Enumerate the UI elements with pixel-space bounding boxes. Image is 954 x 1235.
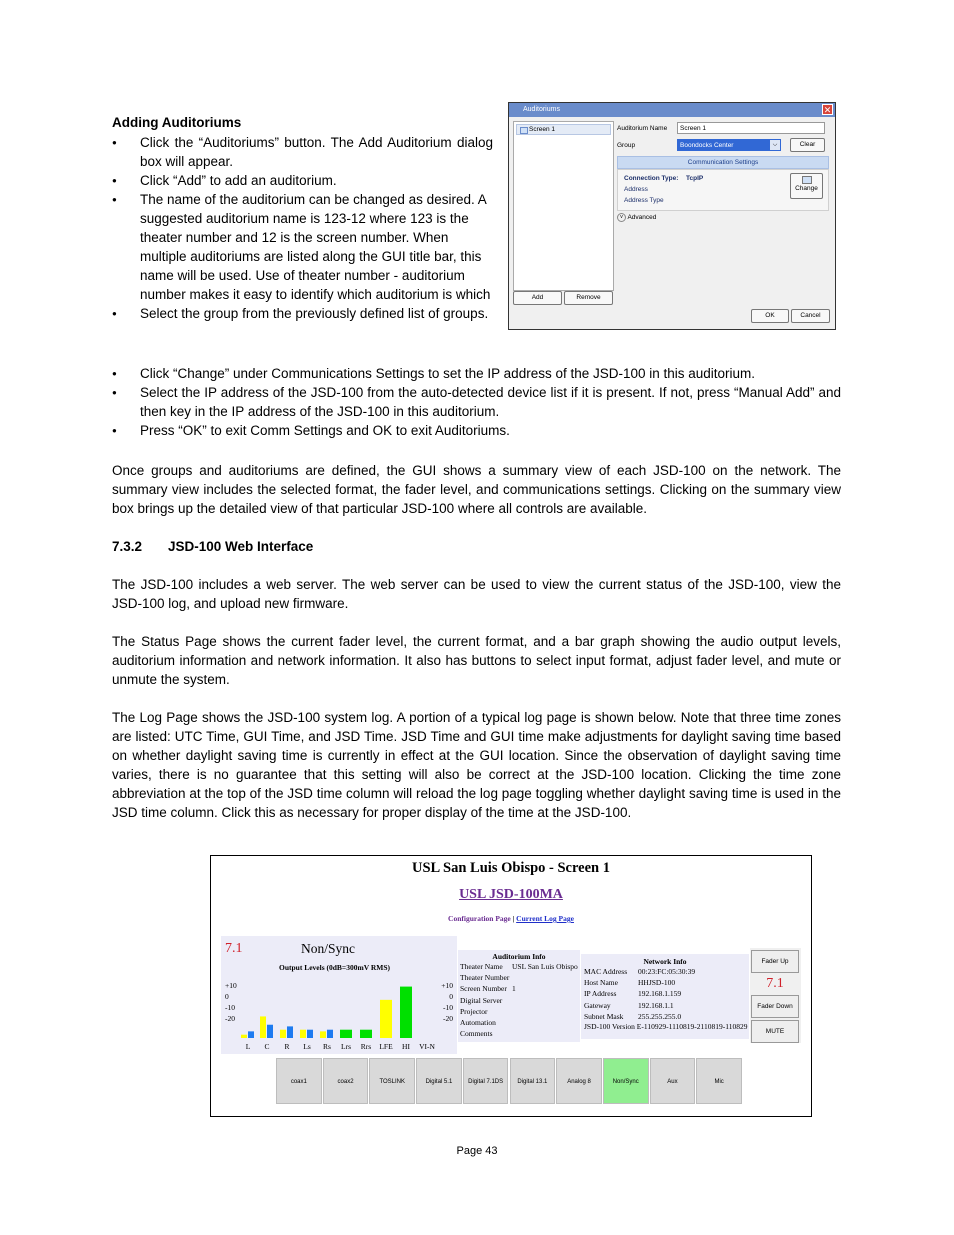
web-status-page [210, 855, 812, 1117]
channel-label: HI [402, 1042, 410, 1051]
bullet-list-wide [112, 364, 841, 440]
info-row [584, 978, 744, 987]
channel-label: LFE [379, 1042, 393, 1051]
info-key: Digital Server [460, 995, 503, 1005]
channel-label: VI-N [419, 1042, 435, 1051]
list-item[interactable]: Screen 1 [516, 124, 611, 135]
format-button-digital-5-1[interactable]: Digital 5.1 [416, 1058, 462, 1104]
auditorium-name-field[interactable]: Screen 1 [677, 122, 825, 134]
group-label: Group [617, 142, 636, 149]
clear-button[interactable]: Clear [790, 138, 825, 152]
auditorium-info-title: Auditorium Info [492, 952, 546, 961]
info-value: 192.168.1.1 [638, 1000, 674, 1010]
level-bar-hi [400, 987, 412, 1038]
level-bar-r-b [287, 1026, 293, 1038]
fader-value: 7.1 [766, 976, 784, 991]
page-number: Page 43 [456, 1145, 498, 1157]
channel-label: Rs [323, 1042, 331, 1051]
level-bar-c-b [267, 1025, 273, 1038]
levels-title: Output Levels (0dB=300mV RMS) [279, 963, 391, 972]
settings-icon [802, 176, 812, 184]
list-item: ● Click “Change” under Communications Settings to set the IP address of the JSD-100 in this auditorium. [112, 364, 841, 383]
info-row [584, 1001, 744, 1010]
fader-down-button[interactable]: Fader Down [751, 995, 799, 1018]
info-key: Host Name [584, 978, 618, 988]
channel-label: L [245, 1042, 251, 1051]
format-button-digital-13-1[interactable]: Digital 13.1 [510, 1058, 556, 1104]
channel-label: Ls [303, 1042, 311, 1051]
chevron-down-icon: ⌵ [770, 140, 780, 150]
level-bar-rrs [360, 1030, 372, 1038]
remove-button[interactable]: Remove [564, 291, 613, 305]
info-key: Comments [460, 1029, 493, 1039]
version-label: JSD-100 Version [584, 1022, 635, 1031]
model-link[interactable]: USL JSD-100MA [459, 887, 563, 902]
info-key: IP Address [584, 989, 617, 999]
format-button-digital-7-1ds[interactable]: Digital 7.1DS [463, 1058, 509, 1104]
info-key: Theater Name [460, 962, 503, 971]
list-item: ● Click “Add” to add an auditorium. [112, 171, 493, 190]
dialog-titlebar [509, 103, 835, 117]
chevron-down-icon: v [617, 213, 626, 222]
connection-type-value: TcpIP [686, 175, 704, 182]
address-type-label: Address Type [624, 197, 664, 204]
auditoriums-dialog [508, 102, 836, 330]
configuration-page-link[interactable]: Configuration Page [448, 914, 511, 923]
web-nav-links [211, 914, 811, 923]
channel-label: R [284, 1042, 290, 1051]
levels-panel [221, 936, 457, 1054]
auditorium-list[interactable] [513, 121, 614, 291]
format-button-coax2[interactable]: coax2 [323, 1058, 369, 1104]
level-bar-ls [300, 1030, 306, 1038]
add-button[interactable]: Add [513, 291, 562, 305]
screen-icon [520, 127, 528, 134]
summary-paragraph: Once groups and auditoriums are defined, the GUI shows a summary view of each JSD-100 on the network. The summary view includes the selected format, the fader level, and communications settings. Clicking on the summary view box brings up the detailed view of that particular JSD-100 where all controls are available. [112, 463, 841, 516]
format-button-coax1[interactable]: coax1 [276, 1058, 322, 1104]
list-item: ● Click the “Auditoriums” button. The Add Auditorium dialog box will appear. [112, 133, 493, 171]
info-value: 1 [512, 984, 516, 994]
info-key: Screen Number [460, 984, 507, 994]
dialog-title: Auditoriums [523, 106, 560, 113]
y-tick-label: 0 [225, 992, 229, 1001]
level-bar-rs [320, 1031, 326, 1038]
address-label: Address [624, 186, 648, 193]
info-key: Theater Number [460, 973, 510, 983]
y-tick-label: 0 [449, 992, 453, 1001]
list-item: ● The name of the auditorium can be changed as desired. A suggested auditorium name is 123-12 where 123 is the theater number and 12 is the screen number. When multiple auditoriums are listed along the GUI title bar, this name will be used. Use of theater number - auditorium number makes it easy to identify which auditorium is which [112, 190, 493, 304]
format-button-analog-8[interactable]: Analog 8 [556, 1058, 602, 1104]
close-icon[interactable]: ✕ [823, 105, 832, 115]
level-bar-ls-b [307, 1030, 313, 1038]
network-info-title: Network Info [643, 957, 687, 966]
advanced-toggle[interactable]: v Advanced [617, 213, 656, 222]
info-row [584, 1012, 744, 1021]
mute-button[interactable]: MUTE [751, 1020, 799, 1043]
info-value: 00:23:FC:05:30:39 [638, 967, 696, 976]
info-value: 255.255.255.0 [638, 1011, 682, 1021]
format-button-mic[interactable]: Mic [696, 1058, 742, 1104]
web-page-title: USL San Luis Obispo - Screen 1 [412, 860, 610, 876]
section-number: 7.3.2 [112, 539, 143, 554]
channel-label: Lrs [341, 1042, 351, 1051]
info-key: Automation [460, 1018, 496, 1027]
link-separator: | [512, 914, 515, 923]
fader-up-button[interactable]: Fader Up [751, 950, 799, 973]
info-row [584, 989, 744, 998]
info-key: Projector [460, 1006, 488, 1016]
info-value: 192.168.1.159 [638, 989, 682, 999]
level-bar-l [241, 1035, 247, 1038]
list-item: ● Press “OK” to exit Comm Settings and OK to exit Auditoriums. [112, 421, 841, 440]
y-tick-label: -20 [443, 1014, 453, 1023]
list-item: ● Select the IP address of the JSD-100 from the auto-detected device list if it is present. If not, press “Manual Add” and then key in the IP address of the JSD-100 in this auditorium. [112, 383, 841, 421]
bullet-list-narrow [112, 133, 493, 323]
network-info-panel [581, 954, 749, 1039]
format-value: 7.1 [225, 941, 243, 956]
channel-label: C [264, 1042, 270, 1051]
ok-button[interactable]: OK [751, 309, 789, 323]
log-page-link[interactable]: Current Log Page [516, 914, 574, 923]
level-bar-r [280, 1030, 286, 1038]
format-button-non-sync[interactable]: Non/Sync [603, 1058, 649, 1104]
y-tick-label: +10 [225, 981, 237, 990]
y-tick-label: -10 [225, 1003, 235, 1012]
comm-settings-box [617, 169, 829, 211]
level-bar-c [260, 1016, 266, 1038]
level-bar-rs-b [327, 1030, 333, 1038]
section-title: JSD-100 Web Interface [168, 539, 314, 554]
change-button[interactable]: Change [790, 173, 823, 199]
info-key: MAC Address [584, 967, 628, 976]
sync-status: Non/Sync [301, 941, 355, 956]
auditorium-name-label: Auditorium Name [617, 125, 668, 132]
web-paragraph: The JSD-100 includes a web server. The web server can be used to view the current status of the JSD-100, view the JSD-100 log, and upload new firmware. [112, 577, 841, 611]
version-row [584, 1022, 747, 1031]
format-button-aux[interactable]: Aux [650, 1058, 696, 1104]
level-bar-lrs [340, 1030, 352, 1038]
levels-chart [221, 936, 457, 1054]
level-bar-l-b [248, 1031, 254, 1038]
auditorium-info-panel [458, 950, 580, 1042]
format-button-toslink[interactable]: TOSLINK [369, 1058, 415, 1104]
y-tick-label: +10 [441, 981, 453, 990]
channel-label: Rrs [360, 1042, 372, 1051]
y-tick-label: -20 [225, 1014, 235, 1023]
log-paragraph: The Log Page shows the JSD-100 system log. A portion of a typical log page is shown below. Note that three time zones are listed: UTC Time, GUI Time, and JSD Time. JSD Time and GUI time make adjustments for daylight saving time based on whether daylight saving time is currently in effect at the GUI location. Since the observation of daylight saving time varies, there is no guarantee that this setting will also be correct at the JSD-100 location. Clicking the time zone abbreviation at the top of the JSD time column will reload the log page toggling whether daylight saving time is used in the JSD time column. Click this as necessary for proper display of the time at the JSD-100. [112, 710, 841, 820]
list-item: ● Select the group from the previously defined list of groups. [112, 304, 493, 323]
info-row [584, 967, 744, 976]
info-key: Subnet Mask [584, 1011, 624, 1021]
section-heading: Adding Auditoriums [112, 115, 242, 130]
y-tick-label: -10 [443, 1003, 453, 1012]
info-value: USL San Luis Obispo [512, 962, 578, 971]
info-key: Gateway [584, 1000, 611, 1010]
connection-type-label: Connection Type: [624, 175, 679, 182]
version-value: E-110929-1110819-2110819-110829 [636, 1022, 748, 1031]
level-bar-lfe [380, 1000, 392, 1038]
comm-settings-header: Communication Settings [617, 156, 829, 169]
group-select[interactable]: Boondocks Center ⌵ [677, 139, 781, 151]
status-paragraph: The Status Page shows the current fader level, the current format, and a bar graph showing the audio output levels, auditorium information and network information. It also has buttons to select input format, adjust fader level, and mute or unmute the system. [112, 634, 841, 687]
cancel-button[interactable]: Cancel [791, 309, 830, 323]
info-value: HHJSD-100 [638, 978, 676, 988]
